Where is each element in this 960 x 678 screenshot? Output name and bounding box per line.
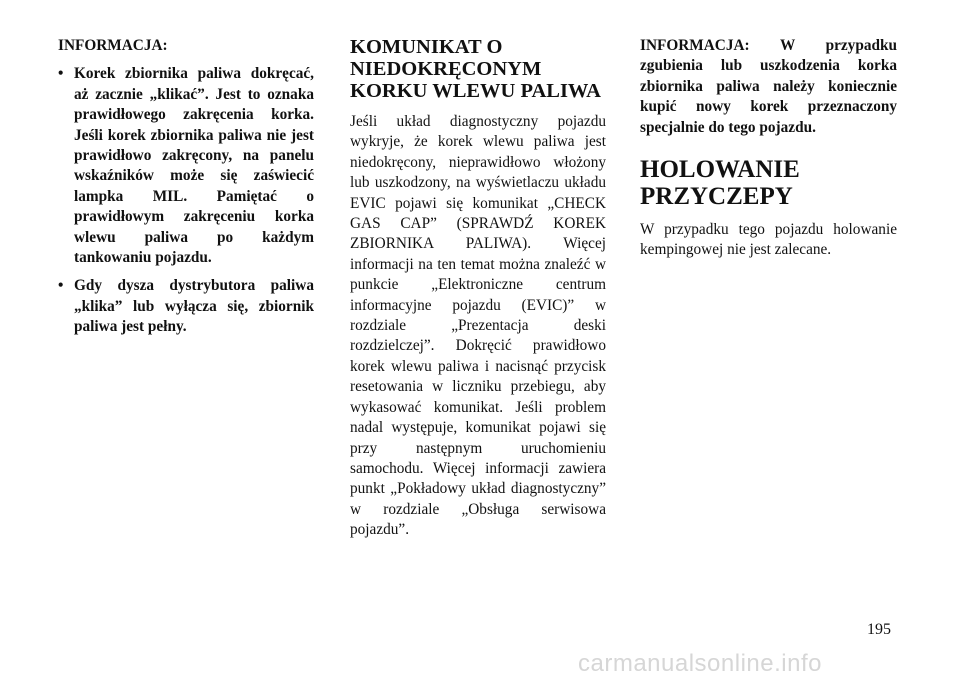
right-column [640,36,897,261]
section-heading: HOLOWANIE PRZYCZEPY [640,156,800,211]
section-body: W przypadku tego pojazdu holowanie kempingowej nie jest zalecane. [640,221,897,259]
note-heading: INFORMACJA: [58,37,168,54]
bullet-list [58,64,314,337]
bullet-item [58,64,314,268]
note-paragraph: INFORMACJA: W przypadku zgubienia lub uszkodzenia korka zbiornika paliwa należy koniecznie kupić nowy korek przeznaczony specjalnie do tego pojazdu. [640,37,897,136]
page-number: 195 [867,621,891,638]
bullet-icon: • [58,65,64,83]
bullet-text: Gdy dysza dystrybutora paliwa „klika” lub wyłącza się, zbiornik paliwa jest pełny. [74,277,314,336]
watermark: carmanualsonline.info [578,650,822,677]
bullet-icon: • [58,277,64,295]
middle-column [350,36,606,541]
section-body: Jeśli układ diagnostyczny pojazdu wykryje, że korek wlewu paliwa jest niedokręcony, nieprawidłowo włożony lub uszkodzony, na wyświetlaczu układu EVIC pojawi się komunikat „CHECK GAS CAP” (SPRAWDŹ KOREK ZBIORNIKA PALIWA). Więcej informacji na ten temat można znaleźć w punkcie „Elektroniczne centrum informacyjne pojazdu (EVIC)” w rozdziale „Prezentacja deski rozdzielczej”. Dokręcić prawidłowo korek wlewu paliwa i nacisnąć przycisk resetowania w liczniku przebiegu, aby wykasować komunikat. Jeśli problem nadal występuje, komunikat pojawi się przy następnym uruchomieniu samochodu. Więcej informacji zawiera punkt „Pokładowy układ diagnostyczny” w rozdziale „Obsługa serwisowa pojazdu”. [350,113,606,539]
section-heading: KOMUNIKAT O NIEDOKRĘCONYM KORKU WLEWU PALIWA [350,36,601,102]
bullet-item [58,276,314,337]
bullet-text: Korek zbiornika paliwa dokręcać, aż zacznie „klikać”. Jest to oznaka prawidłowego zakręcenia korka. Jeśli korek zbiornika paliwa nie jest prawidłowo zakręcony, na panelu wskaźników może się zaświecić lampka MIL. Pamiętać o prawidłowym zakręceniu korka wlewu paliwa po każdym tankowaniu pojazdu. [74,65,314,267]
left-column [58,36,314,346]
